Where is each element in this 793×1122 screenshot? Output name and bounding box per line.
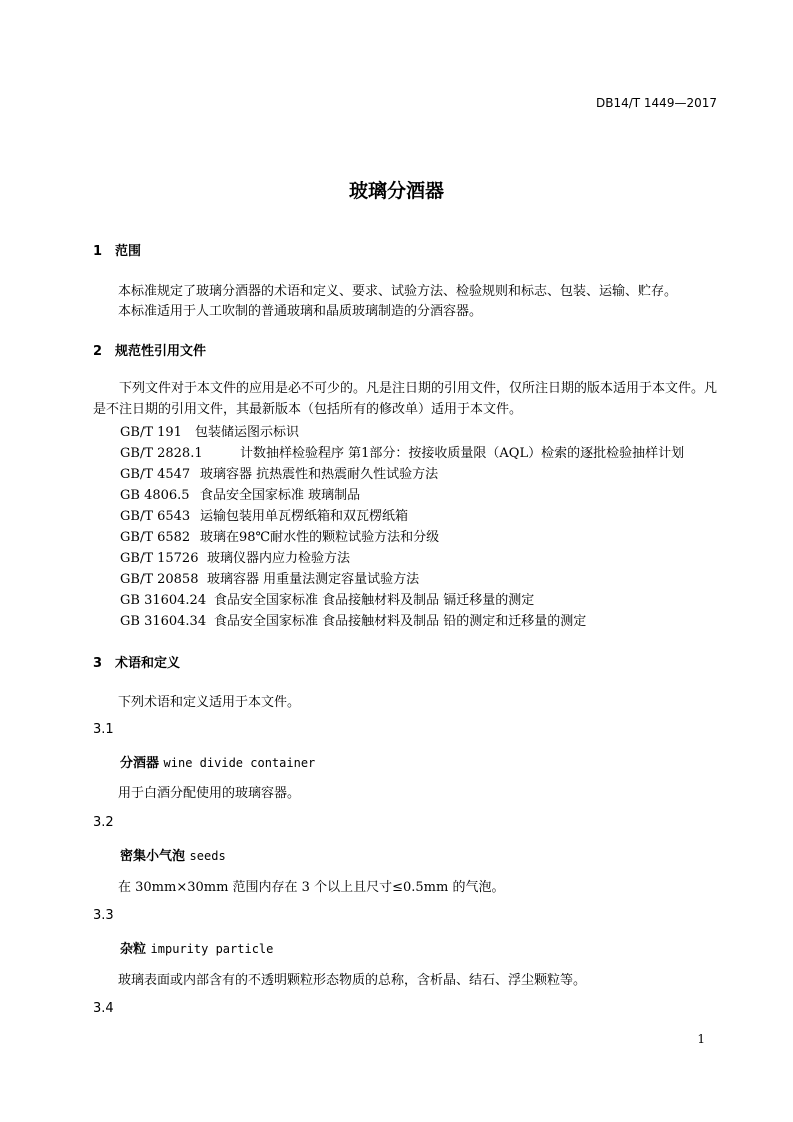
section-heading-scope [93,240,141,259]
reference-title: 玻璃容器 抗热震性和热震耐久性试验方法 [200,467,439,482]
reference-code: GB/T 6543 [120,509,191,524]
reference-code: GB/T 20858 [120,572,199,587]
reference-title: 运输包装用单瓦楞纸箱和双瓦楞纸箱 [200,509,409,524]
term-en: impurity particle [150,942,274,956]
section-number: 1 [93,244,103,259]
term-en: seeds [189,849,226,863]
section-number: 2 [93,344,103,359]
section-number: 3 [93,656,103,671]
document-number: DB14/T 1449—2017 [595,96,717,110]
scope-paragraph-2: 本标准适用于人工吹制的普通玻璃和晶质玻璃制造的分酒容器。 [118,304,483,319]
term-heading [120,752,315,771]
section-heading-terms [93,652,180,671]
reference-title: 食品安全国家标准 食品接触材料及制品 铅的测定和迁移量的测定 [214,614,587,629]
section-title: 术语和定义 [115,656,181,671]
section-title: 规范性引用文件 [115,344,207,359]
reference-item [120,547,350,566]
reference-title: 食品安全国家标准 玻璃制品 [200,488,361,503]
reference-item [120,442,684,461]
scope-paragraph-1: 本标准规定了玻璃分酒器的术语和定义、要求、试验方法、检验规则和标志、包装、运输、贮存。 [118,284,678,299]
section-heading-references [93,340,206,359]
reference-code: GB/T 2828.1 [120,446,203,461]
reference-item [120,526,439,545]
document-title: 玻璃分酒器 [348,180,444,202]
reference-code: GB/T 4547 [120,467,191,482]
page-number: 1 [697,1032,705,1046]
term-number: 3.3 [93,908,114,923]
term-definition: 用于白酒分配使用的玻璃容器。 [118,786,301,801]
reference-item [120,589,534,608]
reference-code: GB/T 6582 [120,530,191,545]
terms-intro: 下列术语和定义适用于本文件。 [118,695,301,710]
term-en: wine divide container [163,756,316,770]
term-zh: 杂粒 [120,942,147,957]
term-zh: 密集小气泡 [120,849,186,864]
reference-item [120,505,408,524]
term-definition: 玻璃表面或内部含有的不透明颗粒形态物质的总称，含析晶、结石、浮尘颗粒等。 [118,973,587,988]
reference-title: 包装储运图示标识 [195,425,300,440]
section-title: 范围 [115,244,142,259]
term-definition: 在 30mm×30mm 范围内存在 3 个以上且尺寸≤0.5mm 的气泡。 [118,880,505,895]
reference-code: GB 31604.24 [120,593,207,608]
reference-title: 计数抽样检验程序 第1部分：按接收质量限（AQL）检索的逐批检验抽样计划 [240,446,685,461]
reference-item [120,463,438,482]
reference-title: 食品安全国家标准 食品接触材料及制品 镉迁移量的测定 [214,593,535,608]
reference-code: GB/T 191 [120,425,182,440]
reference-title: 玻璃容器 用重量法测定容量试验方法 [207,572,420,587]
reference-code: GB 31604.34 [120,614,207,629]
reference-item [120,610,586,629]
reference-title: 玻璃在98℃耐水性的颗粒试验方法和分级 [200,530,440,545]
reference-code: GB 4806.5 [120,488,190,503]
reference-item [120,484,360,503]
term-zh: 分酒器 [120,756,160,771]
reference-code: GB/T 15726 [120,551,199,566]
term-number: 3.4 [93,1001,114,1016]
reference-item [120,568,419,587]
term-number: 3.1 [93,722,114,737]
reference-title: 玻璃仪器内应力检验方法 [207,551,351,566]
references-intro: 下列文件对于本文件的应用是必不可少的。凡是注日期的引用文件，仅所注日期的版本适用于本文件。凡是不注日期的引用文件，其最新版本（包括所有的修改单）适用于本文件。 [93,381,718,417]
term-heading [120,938,273,957]
reference-item [120,421,299,440]
term-number: 3.2 [93,815,114,830]
term-heading [120,845,226,864]
